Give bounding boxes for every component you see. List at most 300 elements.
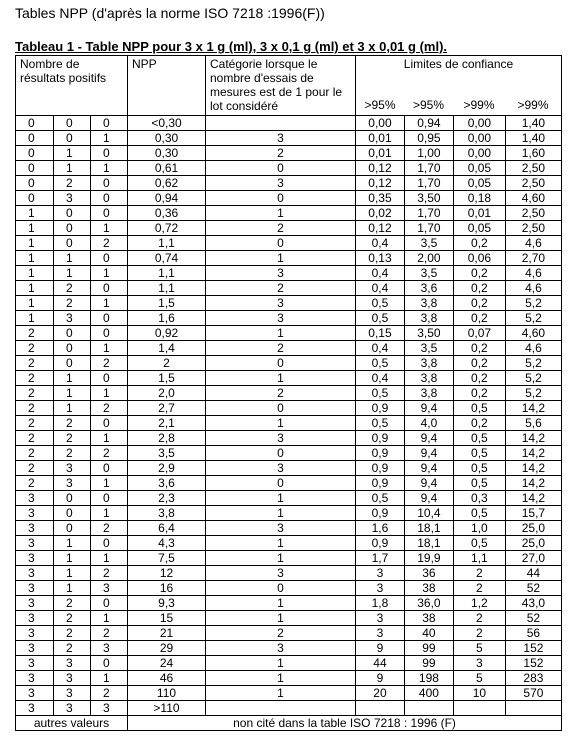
cell-npp: 110 — [128, 686, 206, 701]
table-row — [16, 161, 562, 176]
cell-tube-0-01g: 2 — [91, 356, 128, 371]
cell-limit-95-lower: 0,4 — [356, 371, 405, 386]
cell-limit-95-lower: 9 — [356, 641, 405, 656]
cell-limit-99-upper: 27,0 — [505, 551, 561, 566]
cell-limit-95-lower: 0,9 — [356, 431, 405, 446]
cell-limit-99-upper: 1,40 — [505, 116, 561, 131]
cell-limit-99-lower: 0,5 — [453, 431, 505, 446]
cell-limit-99-upper: 44 — [505, 566, 561, 581]
cell-limit-99-upper — [505, 701, 561, 716]
cell-limit-95-upper: 0,94 — [404, 116, 453, 131]
cell-limit-95-upper: 9,4 — [404, 401, 453, 416]
cell-tube-1g: 3 — [16, 611, 54, 626]
cell-tube-0-1g: 2 — [54, 281, 91, 296]
table-row — [16, 476, 562, 491]
cell-npp: 6,4 — [128, 521, 206, 536]
cell-limit-99-lower: 0,2 — [453, 386, 505, 401]
cell-tube-1g: 3 — [16, 626, 54, 641]
cell-limit-95-lower: 1,8 — [356, 596, 405, 611]
cell-category: 0 — [206, 236, 356, 251]
cell-tube-1g: 2 — [16, 401, 54, 416]
cell-limit-95-upper: 1,70 — [404, 221, 453, 236]
cell-tube-0-1g: 1 — [54, 401, 91, 416]
cell-tube-0-1g: 0 — [54, 221, 91, 236]
cell-limit-95-upper: 4,0 — [404, 416, 453, 431]
cell-limit-99-lower: 0,06 — [453, 251, 505, 266]
cell-limit-95-upper: 9,4 — [404, 446, 453, 461]
cell-limit-95-upper: 3,8 — [404, 356, 453, 371]
cell-tube-0-01g: 0 — [91, 536, 128, 551]
cell-limit-99-upper: 1,60 — [505, 146, 561, 161]
cell-limit-95-upper: 38 — [404, 581, 453, 596]
cell-category: 3 — [206, 176, 356, 191]
cell-limit-95-lower: 0,13 — [356, 251, 405, 266]
cell-tube-0-01g: 1 — [91, 341, 128, 356]
cell-tube-0-01g: 2 — [91, 626, 128, 641]
header-limit-99-upper: >99% — [517, 98, 549, 112]
cell-tube-1g: 0 — [16, 176, 54, 191]
cell-category: 1 — [206, 491, 356, 506]
table-row — [16, 686, 562, 701]
cell-tube-0-1g: 0 — [54, 506, 91, 521]
cell-tube-0-01g: 1 — [91, 386, 128, 401]
cell-category: 2 — [206, 221, 356, 236]
cell-limit-95-lower: 9 — [356, 671, 405, 686]
cell-tube-1g: 1 — [16, 296, 54, 311]
table-row — [16, 146, 562, 161]
cell-category: 3 — [206, 431, 356, 446]
cell-tube-0-1g: 2 — [54, 431, 91, 446]
cell-tube-0-1g: 0 — [54, 326, 91, 341]
cell-limit-95-upper: 400 — [404, 686, 453, 701]
table-row — [16, 521, 562, 536]
cell-limit-99-upper: 4,60 — [505, 326, 561, 341]
cell-limit-95-lower: 0,00 — [356, 116, 405, 131]
cell-tube-1g: 0 — [16, 161, 54, 176]
cell-limit-99-upper: 570 — [505, 686, 561, 701]
cell-category: 2 — [206, 386, 356, 401]
cell-tube-1g: 3 — [16, 701, 54, 716]
cell-limit-95-upper: 99 — [404, 656, 453, 671]
cell-limit-95-lower: 0,5 — [356, 311, 405, 326]
cell-tube-1g: 3 — [16, 551, 54, 566]
cell-category: 1 — [206, 371, 356, 386]
cell-limit-95-lower: 0,4 — [356, 266, 405, 281]
cell-limit-99-lower: 0,2 — [453, 266, 505, 281]
table-row — [16, 221, 562, 236]
cell-npp: >110 — [128, 701, 206, 716]
document-title: Tables NPP (d'après la norme ISO 7218 :1996(F)) — [15, 5, 325, 21]
cell-limit-95-upper: 3,50 — [404, 326, 453, 341]
cell-tube-0-1g: 0 — [54, 116, 91, 131]
cell-limit-95-lower: 0,5 — [356, 386, 405, 401]
cell-limit-99-upper: 14,2 — [505, 491, 561, 506]
cell-limit-95-lower: 20 — [356, 686, 405, 701]
cell-limit-95-lower: 3 — [356, 581, 405, 596]
cell-tube-0-01g: 2 — [91, 236, 128, 251]
cell-tube-1g: 2 — [16, 416, 54, 431]
cell-limit-99-lower: 0,2 — [453, 281, 505, 296]
cell-tube-0-1g: 1 — [54, 551, 91, 566]
cell-tube-0-1g: 3 — [54, 701, 91, 716]
cell-npp: 2,1 — [128, 416, 206, 431]
cell-limit-99-lower: 0,05 — [453, 221, 505, 236]
cell-category: 3 — [206, 461, 356, 476]
table-row — [16, 431, 562, 446]
cell-limit-99-upper: 14,2 — [505, 401, 561, 416]
cell-limit-95-lower: 0,4 — [356, 341, 405, 356]
cell-tube-0-01g: 1 — [91, 221, 128, 236]
cell-category: 3 — [206, 566, 356, 581]
cell-tube-1g: 2 — [16, 386, 54, 401]
cell-tube-0-01g: 1 — [91, 266, 128, 281]
cell-limit-99-upper: 152 — [505, 656, 561, 671]
cell-limit-99-lower: 0,5 — [453, 506, 505, 521]
cell-limit-95-upper: 3,8 — [404, 296, 453, 311]
cell-limit-99-upper: 4,60 — [505, 191, 561, 206]
table-row — [16, 611, 562, 626]
cell-limit-99-lower: 0,5 — [453, 461, 505, 476]
cell-limit-95-lower: 0,9 — [356, 476, 405, 491]
cell-npp: 1,1 — [128, 236, 206, 251]
cell-category: 0 — [206, 446, 356, 461]
cell-npp: 2,3 — [128, 491, 206, 506]
cell-tube-0-01g: 1 — [91, 671, 128, 686]
cell-limit-99-lower: 2 — [453, 566, 505, 581]
cell-limit-99-lower — [453, 701, 505, 716]
cell-limit-99-lower: 0,5 — [453, 476, 505, 491]
cell-limit-95-lower: 3 — [356, 611, 405, 626]
cell-limit-99-upper: 5,2 — [505, 356, 561, 371]
cell-limit-99-lower: 0,00 — [453, 131, 505, 146]
cell-tube-0-01g: 1 — [91, 476, 128, 491]
header-limit-95-upper: >95% — [412, 98, 445, 112]
cell-tube-1g: 1 — [16, 221, 54, 236]
cell-limit-95-upper: 19,9 — [404, 551, 453, 566]
cell-limit-95-upper: 9,4 — [404, 461, 453, 476]
table-row — [16, 461, 562, 476]
cell-category: 0 — [206, 356, 356, 371]
cell-limit-99-lower: 0,5 — [453, 536, 505, 551]
cell-tube-0-1g: 1 — [54, 386, 91, 401]
cell-tube-0-01g: 1 — [91, 296, 128, 311]
cell-npp: <0,30 — [128, 116, 206, 131]
cell-limit-95-lower: 44 — [356, 656, 405, 671]
cell-limit-95-upper: 40 — [404, 626, 453, 641]
table-row — [16, 626, 562, 641]
cell-tube-0-1g: 2 — [54, 596, 91, 611]
table-row — [16, 116, 562, 131]
table-row — [16, 386, 562, 401]
cell-limit-95-lower: 0,9 — [356, 461, 405, 476]
cell-tube-1g: 0 — [16, 146, 54, 161]
cell-npp: 2,0 — [128, 386, 206, 401]
cell-tube-1g: 0 — [16, 131, 54, 146]
cell-tube-0-1g: 0 — [54, 206, 91, 221]
cell-limit-99-lower: 0,3 — [453, 491, 505, 506]
cell-category: 0 — [206, 476, 356, 491]
cell-limit-95-upper: 9,4 — [404, 476, 453, 491]
cell-tube-1g: 2 — [16, 356, 54, 371]
cell-limit-99-lower: 3 — [453, 656, 505, 671]
cell-limit-99-upper: 14,2 — [505, 446, 561, 461]
cell-limit-99-upper: 2,70 — [505, 251, 561, 266]
cell-limit-95-lower: 3 — [356, 626, 405, 641]
cell-tube-1g: 1 — [16, 281, 54, 296]
cell-limit-99-upper: 4,6 — [505, 236, 561, 251]
cell-limit-95-lower: 1,6 — [356, 521, 405, 536]
table-row — [16, 656, 562, 671]
cell-limit-95-upper: 38 — [404, 611, 453, 626]
cell-category: 2 — [206, 281, 356, 296]
cell-limit-99-lower: 0,00 — [453, 146, 505, 161]
cell-category: 0 — [206, 191, 356, 206]
cell-limit-99-lower: 0,2 — [453, 356, 505, 371]
cell-limit-95-lower: 0,02 — [356, 206, 405, 221]
table-caption: Tableau 1 - Table NPP pour 3 x 1 g (ml), 3 x 0,1 g (ml) et 3 x 0,01 g (ml). — [15, 39, 448, 54]
cell-tube-1g: 1 — [16, 311, 54, 326]
cell-npp: 24 — [128, 656, 206, 671]
cell-category: 1 — [206, 551, 356, 566]
cell-tube-0-01g: 0 — [91, 191, 128, 206]
table-row — [16, 281, 562, 296]
cell-limit-95-upper: 18,1 — [404, 536, 453, 551]
cell-limit-95-lower: 0,5 — [356, 356, 405, 371]
cell-tube-1g: 0 — [16, 191, 54, 206]
cell-tube-1g: 3 — [16, 581, 54, 596]
footer-not-cited: non cité dans la table ISO 7218 : 1996 (F) — [128, 716, 562, 731]
cell-limit-99-lower: 1,2 — [453, 596, 505, 611]
cell-npp: 9,3 — [128, 596, 206, 611]
table-row — [16, 581, 562, 596]
cell-category: 3 — [206, 311, 356, 326]
cell-limit-95-upper: 1,70 — [404, 206, 453, 221]
cell-category: 1 — [206, 251, 356, 266]
cell-limit-95-lower: 0,35 — [356, 191, 405, 206]
cell-tube-0-1g: 0 — [54, 491, 91, 506]
table-row — [16, 176, 562, 191]
cell-limit-99-upper: 4,6 — [505, 341, 561, 356]
cell-category: 0 — [206, 581, 356, 596]
table-row — [16, 251, 562, 266]
cell-limit-99-upper: 52 — [505, 611, 561, 626]
cell-tube-0-01g: 0 — [91, 311, 128, 326]
cell-limit-95-lower — [356, 701, 405, 716]
cell-tube-0-1g: 3 — [54, 191, 91, 206]
cell-limit-95-upper: 2,00 — [404, 251, 453, 266]
cell-tube-0-1g: 0 — [54, 236, 91, 251]
cell-limit-99-upper: 56 — [505, 626, 561, 641]
table-row — [16, 671, 562, 686]
cell-npp: 15 — [128, 611, 206, 626]
cell-tube-0-01g: 1 — [91, 611, 128, 626]
cell-limit-99-upper: 52 — [505, 581, 561, 596]
cell-tube-0-01g: 2 — [91, 446, 128, 461]
cell-npp: 3,6 — [128, 476, 206, 491]
cell-limit-99-lower: 2 — [453, 611, 505, 626]
cell-tube-0-01g: 0 — [91, 146, 128, 161]
header-positive-results: Nombre de résultats positifs — [16, 56, 128, 116]
cell-tube-0-1g: 2 — [54, 446, 91, 461]
cell-limit-99-upper: 2,50 — [505, 221, 561, 236]
cell-limit-95-upper: 198 — [404, 671, 453, 686]
cell-limit-99-upper: 5,6 — [505, 416, 561, 431]
cell-tube-0-01g: 0 — [91, 461, 128, 476]
cell-npp: 12 — [128, 566, 206, 581]
cell-category — [206, 701, 356, 716]
cell-npp: 1,6 — [128, 311, 206, 326]
cell-tube-0-01g: 1 — [91, 431, 128, 446]
cell-limit-99-lower: 1,0 — [453, 521, 505, 536]
cell-limit-99-upper: 5,2 — [505, 296, 561, 311]
cell-tube-1g: 1 — [16, 266, 54, 281]
cell-limit-99-lower: 0,2 — [453, 236, 505, 251]
cell-tube-0-1g: 1 — [54, 161, 91, 176]
cell-limit-95-upper: 36,0 — [404, 596, 453, 611]
cell-npp: 2,8 — [128, 431, 206, 446]
cell-limit-95-lower: 1,7 — [356, 551, 405, 566]
cell-npp: 0,92 — [128, 326, 206, 341]
cell-npp: 0,36 — [128, 206, 206, 221]
cell-tube-0-01g: 0 — [91, 281, 128, 296]
cell-tube-0-1g: 0 — [54, 341, 91, 356]
cell-tube-0-1g: 3 — [54, 671, 91, 686]
cell-limit-99-upper: 1,40 — [505, 131, 561, 146]
table-row — [16, 416, 562, 431]
cell-category: 0 — [206, 401, 356, 416]
cell-tube-0-01g: 2 — [91, 401, 128, 416]
cell-tube-1g: 2 — [16, 371, 54, 386]
cell-limit-99-upper: 2,50 — [505, 161, 561, 176]
table-row — [16, 566, 562, 581]
table-row — [16, 551, 562, 566]
cell-npp: 3,8 — [128, 506, 206, 521]
cell-tube-1g: 3 — [16, 671, 54, 686]
cell-npp: 2,7 — [128, 401, 206, 416]
cell-category: 1 — [206, 596, 356, 611]
cell-limit-95-upper: 1,00 — [404, 146, 453, 161]
cell-category: 3 — [206, 641, 356, 656]
cell-tube-0-01g: 0 — [91, 656, 128, 671]
cell-limit-99-lower: 0,2 — [453, 341, 505, 356]
cell-category: 1 — [206, 206, 356, 221]
cell-tube-0-1g: 1 — [54, 266, 91, 281]
cell-limit-99-upper: 25,0 — [505, 536, 561, 551]
cell-limit-99-lower: 0,18 — [453, 191, 505, 206]
cell-limit-99-upper: 5,2 — [505, 386, 561, 401]
cell-tube-0-1g: 2 — [54, 626, 91, 641]
cell-limit-99-upper: 15,7 — [505, 506, 561, 521]
table-row — [16, 131, 562, 146]
cell-npp: 0,61 — [128, 161, 206, 176]
table-row — [16, 446, 562, 461]
cell-tube-0-01g: 3 — [91, 641, 128, 656]
cell-limit-95-lower: 0,9 — [356, 536, 405, 551]
cell-category: 1 — [206, 506, 356, 521]
cell-limit-95-lower: 0,5 — [356, 296, 405, 311]
cell-npp: 16 — [128, 581, 206, 596]
cell-limit-95-upper: 18,1 — [404, 521, 453, 536]
table-row — [16, 536, 562, 551]
cell-limit-99-upper: 2,50 — [505, 206, 561, 221]
cell-limit-95-lower: 0,15 — [356, 326, 405, 341]
cell-tube-1g: 2 — [16, 431, 54, 446]
cell-npp: 4,3 — [128, 536, 206, 551]
cell-limit-95-upper: 3,5 — [404, 236, 453, 251]
cell-limit-95-upper: 1,70 — [404, 161, 453, 176]
cell-tube-0-01g: 0 — [91, 251, 128, 266]
cell-tube-1g: 2 — [16, 326, 54, 341]
cell-category: 0 — [206, 161, 356, 176]
cell-limit-99-lower: 5 — [453, 641, 505, 656]
cell-tube-0-01g: 0 — [91, 206, 128, 221]
cell-category: 3 — [206, 131, 356, 146]
table-row — [16, 401, 562, 416]
cell-category: 1 — [206, 656, 356, 671]
cell-tube-0-1g: 3 — [54, 461, 91, 476]
cell-category: 3 — [206, 266, 356, 281]
cell-limit-95-upper: 3,8 — [404, 386, 453, 401]
cell-npp: 1,1 — [128, 281, 206, 296]
cell-category: 2 — [206, 626, 356, 641]
cell-limit-95-lower: 0,12 — [356, 221, 405, 236]
table-row — [16, 296, 562, 311]
cell-limit-95-upper: 0,95 — [404, 131, 453, 146]
cell-npp: 0,94 — [128, 191, 206, 206]
cell-tube-1g: 2 — [16, 446, 54, 461]
cell-tube-0-1g: 3 — [54, 656, 91, 671]
cell-tube-1g: 1 — [16, 206, 54, 221]
cell-tube-0-01g: 1 — [91, 131, 128, 146]
table-row — [16, 341, 562, 356]
cell-limit-99-lower: 0,5 — [453, 401, 505, 416]
table-row — [16, 596, 562, 611]
cell-limit-99-upper: 5,2 — [505, 371, 561, 386]
cell-tube-0-1g: 2 — [54, 296, 91, 311]
cell-category: 1 — [206, 416, 356, 431]
cell-category: 3 — [206, 296, 356, 311]
cell-limit-95-upper: 36 — [404, 566, 453, 581]
header-limit-99-lower: >99% — [463, 98, 495, 112]
cell-npp: 3,5 — [128, 446, 206, 461]
cell-limit-95-lower: 0,01 — [356, 131, 405, 146]
npp-table — [15, 55, 562, 731]
cell-limit-95-lower: 0,12 — [356, 161, 405, 176]
cell-tube-0-1g: 2 — [54, 611, 91, 626]
table-row — [16, 506, 562, 521]
cell-limit-95-lower: 0,4 — [356, 281, 405, 296]
cell-tube-0-1g: 3 — [54, 476, 91, 491]
cell-npp: 2 — [128, 356, 206, 371]
cell-tube-1g: 3 — [16, 641, 54, 656]
cell-tube-0-01g: 3 — [91, 701, 128, 716]
cell-npp: 0,30 — [128, 146, 206, 161]
cell-tube-0-1g: 0 — [54, 131, 91, 146]
cell-limit-99-lower: 0,2 — [453, 416, 505, 431]
header-category: Catégorie lorsque le nombre d'essais de mesures est de 1 pour le lot considéré — [206, 56, 356, 116]
cell-tube-1g: 1 — [16, 251, 54, 266]
cell-tube-0-1g: 2 — [54, 416, 91, 431]
cell-tube-0-1g: 2 — [54, 641, 91, 656]
cell-limit-99-lower: 1,1 — [453, 551, 505, 566]
cell-tube-1g: 3 — [16, 566, 54, 581]
cell-tube-1g: 0 — [16, 116, 54, 131]
cell-category: 2 — [206, 146, 356, 161]
cell-limit-95-upper — [404, 701, 453, 716]
table-row — [16, 311, 562, 326]
cell-tube-0-1g: 3 — [54, 686, 91, 701]
cell-tube-1g: 2 — [16, 461, 54, 476]
